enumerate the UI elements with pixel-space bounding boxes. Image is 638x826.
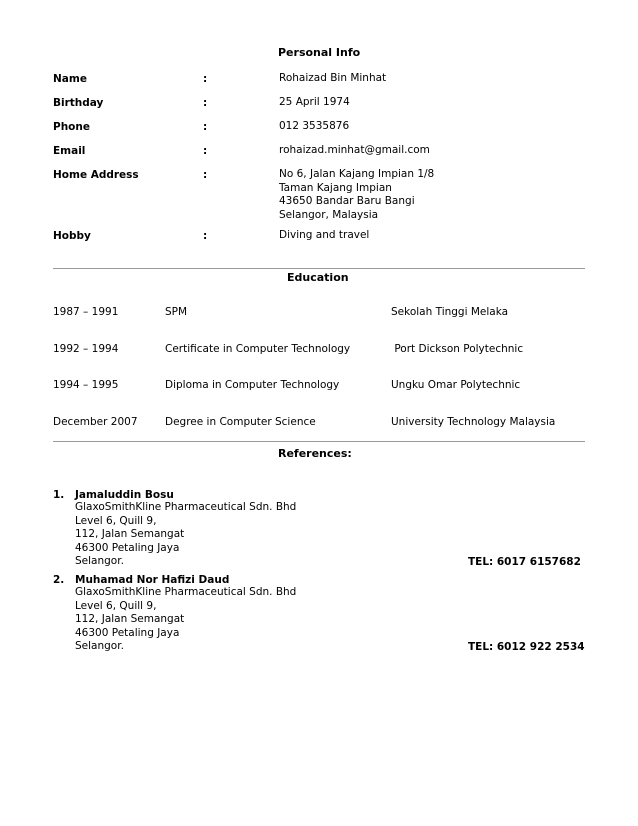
education-institution: Port Dickson Polytechnic (391, 343, 524, 355)
address-line: Selangor, Malaysia (279, 208, 379, 221)
section-divider (53, 268, 585, 269)
birthday-colon: : (203, 97, 208, 109)
education-period: 1994 – 1995 (53, 379, 119, 391)
email-label: Email (53, 145, 86, 157)
reference-tel: TEL: 6012 922 2534 (468, 641, 585, 653)
education-institution: Ungku Omar Polytechnic (391, 379, 521, 391)
hobby-value: Diving and travel (279, 229, 370, 241)
home-address-value (279, 168, 434, 222)
hobby-colon: : (203, 230, 208, 242)
reference-tel: TEL: 6017 6157682 (468, 556, 581, 568)
email-colon: : (203, 145, 208, 157)
name-colon: : (203, 73, 208, 85)
references-heading: References: (278, 447, 352, 460)
education-period: 1992 – 1994 (53, 343, 119, 355)
reference-address-line: GlaxoSmithKline Pharmaceutical Sdn. Bhd (75, 586, 297, 598)
education-course: Diploma in Computer Technology (165, 379, 340, 391)
reference-address-line: Selangor. (75, 640, 124, 652)
address-line: 43650 Bandar Baru Bangi (279, 195, 415, 207)
education-course: Degree in Computer Science (165, 416, 316, 428)
reference-name: Jamaluddin Bosu (75, 489, 174, 501)
reference-number: 1. (53, 489, 65, 501)
phone-label: Phone (53, 121, 90, 133)
reference-address (75, 586, 296, 654)
reference-address-line: 112, Jalan Semangat (75, 528, 185, 540)
birthday-label: Birthday (53, 97, 104, 109)
home-address-colon: : (203, 169, 208, 181)
name-label: Name (53, 73, 87, 85)
reference-address-line: 46300 Petaling Jaya (75, 626, 180, 639)
home-address-label: Home Address (53, 169, 139, 181)
reference-name: Muhamad Nor Hafizi Daud (75, 574, 230, 586)
reference-address-line: Level 6, Quill 9, (75, 599, 157, 612)
phone-colon: : (203, 121, 208, 133)
education-course: Certificate in Computer Technology (165, 343, 351, 355)
reference-address-line: 112, Jalan Semangat (75, 613, 185, 625)
education-institution: Sekolah Tinggi Melaka (391, 306, 509, 318)
phone-value: 012 3535876 (279, 120, 350, 132)
education-period: 1987 – 1991 (53, 306, 119, 318)
reference-address (75, 501, 296, 569)
reference-address-line: GlaxoSmithKline Pharmaceutical Sdn. Bhd (75, 501, 297, 513)
reference-address-line: 46300 Petaling Jaya (75, 541, 180, 554)
birthday-value: 25 April 1974 (279, 96, 350, 108)
hobby-label: Hobby (53, 230, 91, 242)
section-divider (53, 441, 585, 442)
education-heading: Education (287, 271, 349, 284)
email-value: rohaizad.minhat@gmail.com (279, 144, 430, 156)
name-value: Rohaizad Bin Minhat (279, 72, 387, 84)
address-line: No 6, Jalan Kajang Impian 1/8 (279, 168, 435, 180)
address-line: Taman Kajang Impian (279, 181, 392, 194)
education-period: December 2007 (53, 416, 138, 428)
reference-address-line: Selangor. (75, 555, 124, 567)
education-institution: University Technology Malaysia (391, 416, 556, 428)
reference-address-line: Level 6, Quill 9, (75, 514, 157, 527)
reference-number: 2. (53, 574, 65, 586)
personal-info-heading: Personal Info (278, 46, 361, 59)
education-course: SPM (165, 306, 188, 318)
